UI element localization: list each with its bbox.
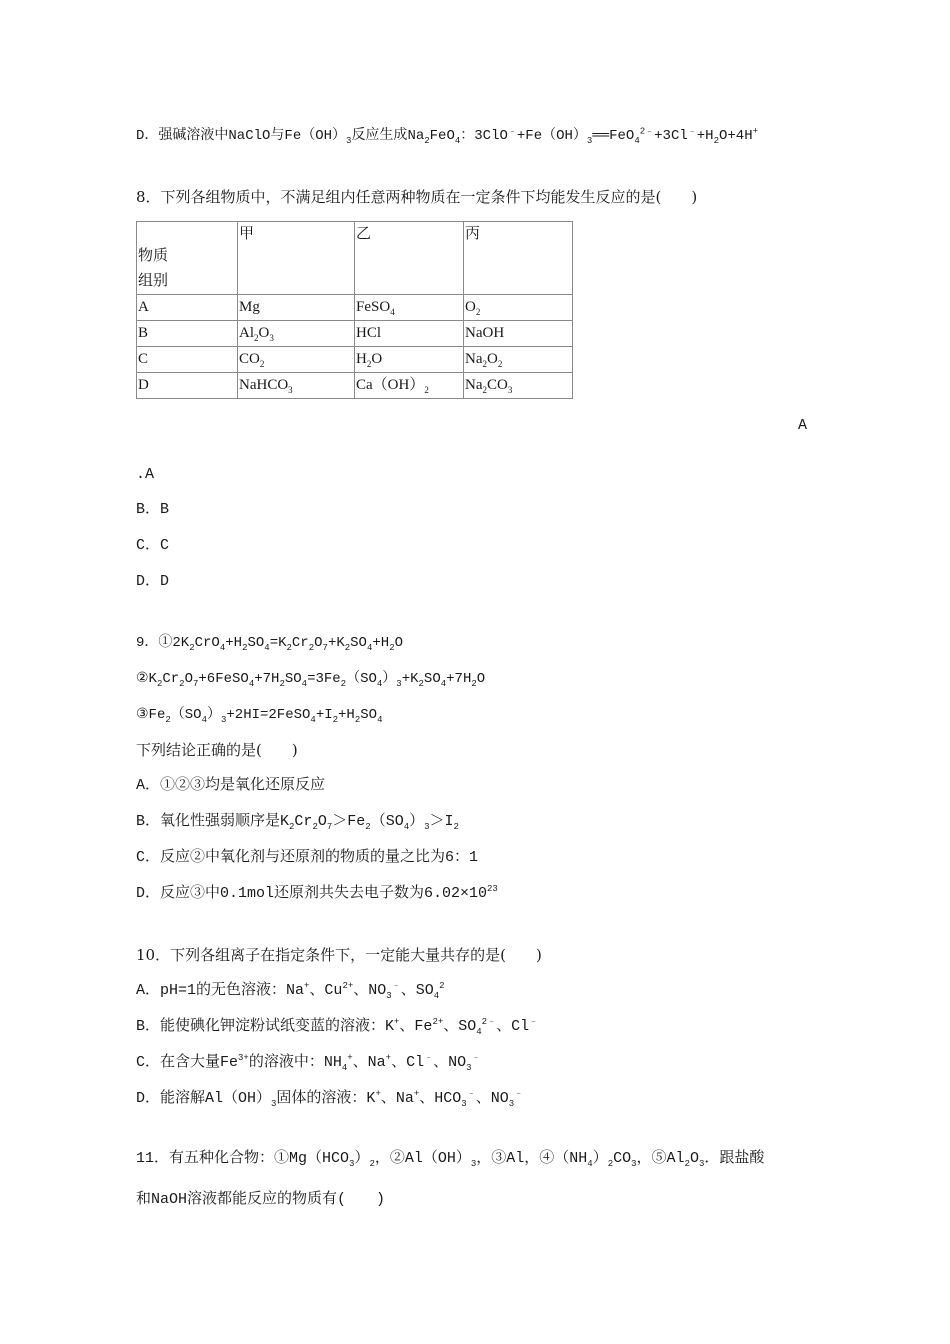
- q11-stem-line-1: 11．有五种化合物：$①Mg(HCO_3)_2$，$②Al(OH)_3$，③Al，$④(NH_4)_2CO_3$，$⑤Al_2O_3$．跟盐酸: [136, 1150, 765, 1169]
- q10-option-c: C．在含大量$Fe^{3+}$的溶液中：$NH_4^+$、Na+、Cl﹣、$NO_3^﹣$: [136, 1053, 481, 1073]
- q9-stem: 下列结论正确的是( ): [136, 741, 298, 759]
- corner-cell: 物质 组别: [137, 222, 238, 295]
- q10-stem: 10．下列各组离子在指定条件下，一定能大量共存的是( ): [136, 946, 542, 964]
- q9-reaction-2: $②K_2Cr_2O_7+6FeSO_4+7H_2SO_4=3Fe_2(SO_4)_3+K_2SO_4+7H_2O$: [136, 671, 486, 689]
- table-header-row: [137, 222, 573, 295]
- table-row: A Mg FeSO$_4$ $O_2$: [137, 295, 573, 321]
- q8-table: [136, 221, 573, 399]
- q10-option-a: A．pH=1的无色溶液：Na+、$Cu^{2+}$、$NO_3^﹣$、$SO_4^2$: [136, 981, 445, 1001]
- q8-option-a: .A: [136, 466, 155, 483]
- q9-option-c: C．反应②中氧化剂与还原剂的物质的量之比为6：1: [136, 849, 479, 866]
- q8-stray-a: A: [798, 417, 808, 434]
- header-bing: 丙: [464, 222, 573, 295]
- q9-reaction-1: 9．$①2K_2CrO_4+H_2SO_4=K_2Cr_2O_7+K_2SO_4+H_2O$: [136, 635, 403, 653]
- header-yi: 乙: [355, 222, 464, 295]
- table-row: C $CO_2$ $H_2O$ $Na_2O_2$: [137, 347, 573, 373]
- table-row: D NaHCO$_3$ $Ca(OH)_2$ $Na_2CO_3$: [137, 373, 573, 399]
- q8-option-c: C．C: [136, 537, 170, 554]
- q10-option-b: B．能使碘化钾淀粉试纸变蓝的溶液：K+、$Fe^{2+}$、$SO_4^{2﹣}$、Cl﹣: [136, 1017, 539, 1037]
- q9-option-a: A．①②③均是氧化还原反应: [136, 777, 326, 794]
- q7-option-d: D．强碱溶液中NaClO与$Fe(OH)_3$反应生成$Na_2FeO_4$：$3ClO^﹣+Fe(OH)_3══FeO_4^{2﹣}+3Cl^﹣+H_2O+4H^+$: [136, 126, 759, 146]
- header-jia: 甲: [238, 222, 355, 295]
- q11-stem-line-2: 和NaOH溶液都能反应的物质有( ): [136, 1191, 386, 1208]
- q10-option-d: D．能溶解$Al(OH)_3$固体的溶液：K+、Na+、$HCO_3^﹣$、$NO_3^﹣$: [136, 1089, 524, 1109]
- table-row: B $Al_2O_3$ HCl NaOH: [137, 321, 573, 347]
- q8-option-d: D．D: [136, 573, 170, 590]
- q9-option-b: B．氧化性强弱顺序是$K_2Cr_2O_7>Fe_2(SO_4)_3>I_2$: [136, 813, 459, 832]
- q8-stem: 8．下列各组物质中，不满足组内任意两种物质在一定条件下均能发生反应的是( ): [136, 188, 698, 206]
- q8-option-b: B．B: [136, 501, 170, 518]
- q9-option-d: D．反应③中0.1mol还原剂共失去电子数为$6.02\times 10^{23}$: [136, 884, 498, 902]
- q9-reaction-3: $③Fe_2(SO_4)_3+2HI=2FeSO_4+I_2+H_2SO_4$: [136, 707, 383, 725]
